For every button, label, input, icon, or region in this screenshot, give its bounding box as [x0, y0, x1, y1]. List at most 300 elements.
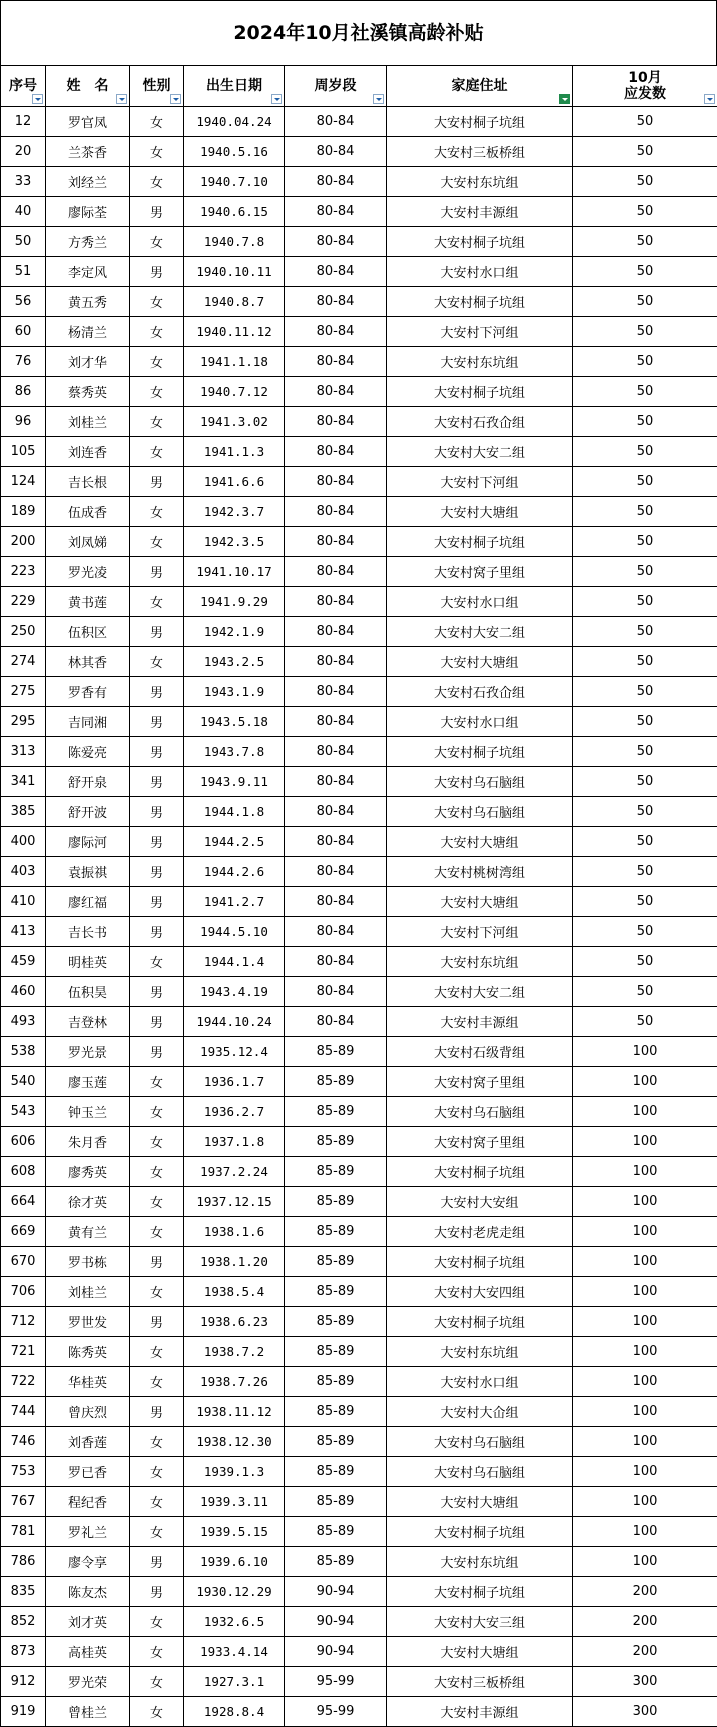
- cell-amount[interactable]: 100: [573, 1277, 717, 1307]
- cell-gender[interactable]: 男: [130, 1397, 184, 1427]
- cell-gender[interactable]: 女: [130, 137, 184, 167]
- cell-age-band[interactable]: 80-84: [285, 407, 387, 437]
- cell-birth[interactable]: 1938.1.20: [184, 1247, 285, 1277]
- cell-age-band[interactable]: 80-84: [285, 287, 387, 317]
- cell-amount[interactable]: 100: [573, 1397, 717, 1427]
- cell-amount[interactable]: 300: [573, 1697, 717, 1727]
- cell-amount[interactable]: 50: [573, 287, 717, 317]
- cell-seq[interactable]: 912: [1, 1667, 46, 1697]
- cell-name[interactable]: 黄书莲: [46, 587, 130, 617]
- cell-amount[interactable]: 100: [573, 1517, 717, 1547]
- cell-amount[interactable]: 50: [573, 137, 717, 167]
- cell-name[interactable]: 蔡秀英: [46, 377, 130, 407]
- cell-name[interactable]: 廖令享: [46, 1547, 130, 1577]
- cell-gender[interactable]: 女: [130, 1667, 184, 1697]
- cell-address[interactable]: 大安村大安二组: [387, 977, 573, 1007]
- cell-age-band[interactable]: 85-89: [285, 1337, 387, 1367]
- cell-address[interactable]: 大安村石孜仚组: [387, 677, 573, 707]
- cell-amount[interactable]: 50: [573, 197, 717, 227]
- cell-gender[interactable]: 男: [130, 1247, 184, 1277]
- cell-name[interactable]: 陈友杰: [46, 1577, 130, 1607]
- cell-age-band[interactable]: 85-89: [285, 1517, 387, 1547]
- cell-seq[interactable]: 786: [1, 1547, 46, 1577]
- cell-seq[interactable]: 670: [1, 1247, 46, 1277]
- cell-age-band[interactable]: 85-89: [285, 1487, 387, 1517]
- cell-birth[interactable]: 1939.1.3: [184, 1457, 285, 1487]
- cell-birth[interactable]: 1943.5.18: [184, 707, 285, 737]
- cell-seq[interactable]: 385: [1, 797, 46, 827]
- cell-age-band[interactable]: 80-84: [285, 377, 387, 407]
- cell-birth[interactable]: 1940.5.16: [184, 137, 285, 167]
- cell-seq[interactable]: 105: [1, 437, 46, 467]
- cell-gender[interactable]: 女: [130, 1487, 184, 1517]
- cell-name[interactable]: 廖秀英: [46, 1157, 130, 1187]
- cell-birth[interactable]: 1928.8.4: [184, 1697, 285, 1727]
- cell-amount[interactable]: 50: [573, 827, 717, 857]
- cell-age-band[interactable]: 85-89: [285, 1037, 387, 1067]
- cell-age-band[interactable]: 85-89: [285, 1277, 387, 1307]
- cell-address[interactable]: 大安村桐子坑组: [387, 1517, 573, 1547]
- cell-age-band[interactable]: 80-84: [285, 737, 387, 767]
- cell-age-band[interactable]: 80-84: [285, 977, 387, 1007]
- filter-dropdown-icon[interactable]: [271, 94, 282, 104]
- cell-seq[interactable]: 721: [1, 1337, 46, 1367]
- cell-age-band[interactable]: 80-84: [285, 497, 387, 527]
- cell-birth[interactable]: 1944.1.8: [184, 797, 285, 827]
- cell-seq[interactable]: 250: [1, 617, 46, 647]
- cell-name[interactable]: 钟玉兰: [46, 1097, 130, 1127]
- cell-address[interactable]: 大安村东坑组: [387, 947, 573, 977]
- cell-name[interactable]: 刘才英: [46, 1607, 130, 1637]
- cell-address[interactable]: 大安村乌石脑组: [387, 1097, 573, 1127]
- cell-name[interactable]: 吉同湘: [46, 707, 130, 737]
- cell-address[interactable]: 大安村水口组: [387, 1367, 573, 1397]
- cell-address[interactable]: 大安村乌石脑组: [387, 767, 573, 797]
- cell-address[interactable]: 大安村大安二组: [387, 617, 573, 647]
- cell-name[interactable]: 程纪香: [46, 1487, 130, 1517]
- cell-address[interactable]: 大安村大塘组: [387, 1487, 573, 1517]
- cell-seq[interactable]: 460: [1, 977, 46, 1007]
- cell-name[interactable]: 袁振祺: [46, 857, 130, 887]
- cell-birth[interactable]: 1938.7.2: [184, 1337, 285, 1367]
- cell-address[interactable]: 大安村大安三组: [387, 1607, 573, 1637]
- cell-seq[interactable]: 706: [1, 1277, 46, 1307]
- cell-birth[interactable]: 1940.7.8: [184, 227, 285, 257]
- cell-name[interactable]: 高桂英: [46, 1637, 130, 1667]
- cell-name[interactable]: 曾庆烈: [46, 1397, 130, 1427]
- cell-name[interactable]: 伍积昊: [46, 977, 130, 1007]
- cell-seq[interactable]: 493: [1, 1007, 46, 1037]
- cell-birth[interactable]: 1943.7.8: [184, 737, 285, 767]
- cell-age-band[interactable]: 80-84: [285, 347, 387, 377]
- cell-seq[interactable]: 313: [1, 737, 46, 767]
- cell-amount[interactable]: 50: [573, 677, 717, 707]
- cell-name[interactable]: 陈秀英: [46, 1337, 130, 1367]
- cell-seq[interactable]: 200: [1, 527, 46, 557]
- cell-address[interactable]: 大安村水口组: [387, 257, 573, 287]
- cell-seq[interactable]: 403: [1, 857, 46, 887]
- cell-age-band[interactable]: 85-89: [285, 1247, 387, 1277]
- cell-birth[interactable]: 1938.7.26: [184, 1367, 285, 1397]
- cell-name[interactable]: 刘凤娣: [46, 527, 130, 557]
- cell-address[interactable]: 大安村窝子里组: [387, 1067, 573, 1097]
- cell-gender[interactable]: 女: [130, 1277, 184, 1307]
- cell-amount[interactable]: 50: [573, 977, 717, 1007]
- cell-address[interactable]: 大安村乌石脑组: [387, 1427, 573, 1457]
- cell-seq[interactable]: 873: [1, 1637, 46, 1667]
- cell-birth[interactable]: 1933.4.14: [184, 1637, 285, 1667]
- cell-seq[interactable]: 744: [1, 1397, 46, 1427]
- cell-amount[interactable]: 100: [573, 1457, 717, 1487]
- cell-gender[interactable]: 男: [130, 977, 184, 1007]
- cell-address[interactable]: 大安村下河组: [387, 917, 573, 947]
- cell-birth[interactable]: 1941.10.17: [184, 557, 285, 587]
- cell-age-band[interactable]: 80-84: [285, 257, 387, 287]
- cell-gender[interactable]: 女: [130, 287, 184, 317]
- cell-birth[interactable]: 1940.11.12: [184, 317, 285, 347]
- cell-name[interactable]: 明桂英: [46, 947, 130, 977]
- cell-age-band[interactable]: 80-84: [285, 947, 387, 977]
- cell-address[interactable]: 大安村桐子坑组: [387, 1307, 573, 1337]
- cell-address[interactable]: 大安村桐子坑组: [387, 527, 573, 557]
- cell-address[interactable]: 大安村桃树湾组: [387, 857, 573, 887]
- cell-age-band[interactable]: 80-84: [285, 197, 387, 227]
- cell-seq[interactable]: 86: [1, 377, 46, 407]
- cell-name[interactable]: 廖玉莲: [46, 1067, 130, 1097]
- cell-amount[interactable]: 50: [573, 707, 717, 737]
- cell-name[interactable]: 罗已香: [46, 1457, 130, 1487]
- cell-gender[interactable]: 女: [130, 227, 184, 257]
- cell-birth[interactable]: 1941.2.7: [184, 887, 285, 917]
- cell-birth[interactable]: 1927.3.1: [184, 1667, 285, 1697]
- cell-birth[interactable]: 1942.1.9: [184, 617, 285, 647]
- cell-seq[interactable]: 223: [1, 557, 46, 587]
- cell-address[interactable]: 大安村窝子里组: [387, 1127, 573, 1157]
- cell-name[interactable]: 刘香莲: [46, 1427, 130, 1457]
- cell-age-band[interactable]: 90-94: [285, 1607, 387, 1637]
- cell-birth[interactable]: 1938.11.12: [184, 1397, 285, 1427]
- cell-name[interactable]: 刘连香: [46, 437, 130, 467]
- cell-birth[interactable]: 1940.04.24: [184, 107, 285, 137]
- cell-seq[interactable]: 753: [1, 1457, 46, 1487]
- cell-amount[interactable]: 50: [573, 107, 717, 137]
- cell-amount[interactable]: 50: [573, 887, 717, 917]
- cell-seq[interactable]: 51: [1, 257, 46, 287]
- filter-active-icon[interactable]: [559, 94, 570, 104]
- cell-seq[interactable]: 400: [1, 827, 46, 857]
- cell-address[interactable]: 大安村桐子坑组: [387, 107, 573, 137]
- cell-gender[interactable]: 男: [130, 467, 184, 497]
- filter-dropdown-icon[interactable]: [170, 94, 181, 104]
- cell-seq[interactable]: 12: [1, 107, 46, 137]
- cell-seq[interactable]: 767: [1, 1487, 46, 1517]
- cell-birth[interactable]: 1944.2.5: [184, 827, 285, 857]
- cell-amount[interactable]: 50: [573, 917, 717, 947]
- cell-age-band[interactable]: 95-99: [285, 1697, 387, 1727]
- cell-amount[interactable]: 50: [573, 467, 717, 497]
- cell-seq[interactable]: 229: [1, 587, 46, 617]
- cell-gender[interactable]: 男: [130, 767, 184, 797]
- cell-amount[interactable]: 100: [573, 1307, 717, 1337]
- cell-name[interactable]: 吉长书: [46, 917, 130, 947]
- cell-birth[interactable]: 1930.12.29: [184, 1577, 285, 1607]
- cell-age-band[interactable]: 80-84: [285, 857, 387, 887]
- cell-age-band[interactable]: 95-99: [285, 1667, 387, 1697]
- cell-gender[interactable]: 女: [130, 167, 184, 197]
- cell-gender[interactable]: 男: [130, 677, 184, 707]
- cell-name[interactable]: 曾桂兰: [46, 1697, 130, 1727]
- cell-address[interactable]: 大安村下河组: [387, 467, 573, 497]
- cell-name[interactable]: 伍积区: [46, 617, 130, 647]
- cell-address[interactable]: 大安村大塘组: [387, 497, 573, 527]
- cell-birth[interactable]: 1940.10.11: [184, 257, 285, 287]
- cell-name[interactable]: 黄五秀: [46, 287, 130, 317]
- cell-gender[interactable]: 男: [130, 257, 184, 287]
- cell-gender[interactable]: 男: [130, 857, 184, 887]
- cell-gender[interactable]: 男: [130, 887, 184, 917]
- cell-name[interactable]: 朱月香: [46, 1127, 130, 1157]
- cell-address[interactable]: 大安村大塘组: [387, 827, 573, 857]
- cell-gender[interactable]: 男: [130, 557, 184, 587]
- cell-amount[interactable]: 50: [573, 257, 717, 287]
- cell-address[interactable]: 大安村大塘组: [387, 1637, 573, 1667]
- cell-age-band[interactable]: 80-84: [285, 827, 387, 857]
- cell-age-band[interactable]: 80-84: [285, 707, 387, 737]
- cell-birth[interactable]: 1944.10.24: [184, 1007, 285, 1037]
- cell-age-band[interactable]: 85-89: [285, 1427, 387, 1457]
- cell-age-band[interactable]: 80-84: [285, 137, 387, 167]
- cell-amount[interactable]: 50: [573, 1007, 717, 1037]
- cell-name[interactable]: 舒开泉: [46, 767, 130, 797]
- cell-name[interactable]: 李定风: [46, 257, 130, 287]
- cell-birth[interactable]: 1940.7.10: [184, 167, 285, 197]
- cell-amount[interactable]: 100: [573, 1037, 717, 1067]
- cell-name[interactable]: 兰茶香: [46, 137, 130, 167]
- cell-age-band[interactable]: 85-89: [285, 1547, 387, 1577]
- cell-address[interactable]: 大安村水口组: [387, 587, 573, 617]
- cell-birth[interactable]: 1941.3.02: [184, 407, 285, 437]
- filter-dropdown-icon[interactable]: [373, 94, 384, 104]
- cell-name[interactable]: 刘经兰: [46, 167, 130, 197]
- cell-seq[interactable]: 540: [1, 1067, 46, 1097]
- cell-seq[interactable]: 20: [1, 137, 46, 167]
- cell-seq[interactable]: 60: [1, 317, 46, 347]
- cell-age-band[interactable]: 80-84: [285, 677, 387, 707]
- cell-age-band[interactable]: 80-84: [285, 647, 387, 677]
- cell-gender[interactable]: 女: [130, 1457, 184, 1487]
- cell-amount[interactable]: 50: [573, 587, 717, 617]
- cell-amount[interactable]: 100: [573, 1367, 717, 1397]
- cell-address[interactable]: 大安村乌石脑组: [387, 1457, 573, 1487]
- cell-gender[interactable]: 女: [130, 407, 184, 437]
- cell-gender[interactable]: 女: [130, 1517, 184, 1547]
- cell-amount[interactable]: 50: [573, 377, 717, 407]
- cell-name[interactable]: 黄有兰: [46, 1217, 130, 1247]
- cell-gender[interactable]: 男: [130, 797, 184, 827]
- cell-address[interactable]: 大安村大仚组: [387, 1397, 573, 1427]
- cell-gender[interactable]: 女: [130, 1607, 184, 1637]
- cell-gender[interactable]: 女: [130, 947, 184, 977]
- cell-seq[interactable]: 746: [1, 1427, 46, 1457]
- cell-address[interactable]: 大安村丰源组: [387, 1007, 573, 1037]
- cell-seq[interactable]: 275: [1, 677, 46, 707]
- cell-amount[interactable]: 50: [573, 767, 717, 797]
- cell-address[interactable]: 大安村石孜仚组: [387, 407, 573, 437]
- cell-gender[interactable]: 女: [130, 527, 184, 557]
- cell-birth[interactable]: 1940.6.15: [184, 197, 285, 227]
- cell-birth[interactable]: 1941.1.3: [184, 437, 285, 467]
- cell-gender[interactable]: 女: [130, 377, 184, 407]
- cell-name[interactable]: 罗光荣: [46, 1667, 130, 1697]
- cell-birth[interactable]: 1937.12.15: [184, 1187, 285, 1217]
- cell-amount[interactable]: 50: [573, 347, 717, 377]
- cell-address[interactable]: 大安村水口组: [387, 707, 573, 737]
- cell-birth[interactable]: 1944.5.10: [184, 917, 285, 947]
- cell-amount[interactable]: 100: [573, 1187, 717, 1217]
- cell-age-band[interactable]: 80-84: [285, 317, 387, 347]
- cell-seq[interactable]: 124: [1, 467, 46, 497]
- cell-address[interactable]: 大安村东坑组: [387, 347, 573, 377]
- cell-gender[interactable]: 女: [130, 1697, 184, 1727]
- cell-amount[interactable]: 200: [573, 1637, 717, 1667]
- cell-seq[interactable]: 33: [1, 167, 46, 197]
- cell-address[interactable]: 大安村丰源组: [387, 197, 573, 227]
- cell-amount[interactable]: 50: [573, 527, 717, 557]
- cell-name[interactable]: 刘桂兰: [46, 407, 130, 437]
- cell-seq[interactable]: 664: [1, 1187, 46, 1217]
- cell-amount[interactable]: 100: [573, 1067, 717, 1097]
- cell-amount[interactable]: 50: [573, 227, 717, 257]
- cell-address[interactable]: 大安村桐子坑组: [387, 1247, 573, 1277]
- cell-name[interactable]: 廖际荃: [46, 197, 130, 227]
- cell-address[interactable]: 大安村丰源组: [387, 1697, 573, 1727]
- cell-name[interactable]: 林其香: [46, 647, 130, 677]
- cell-birth[interactable]: 1938.12.30: [184, 1427, 285, 1457]
- cell-age-band[interactable]: 80-84: [285, 107, 387, 137]
- cell-amount[interactable]: 100: [573, 1157, 717, 1187]
- cell-name[interactable]: 廖际河: [46, 827, 130, 857]
- cell-amount[interactable]: 200: [573, 1577, 717, 1607]
- cell-seq[interactable]: 712: [1, 1307, 46, 1337]
- cell-gender[interactable]: 女: [130, 1217, 184, 1247]
- cell-amount[interactable]: 100: [573, 1547, 717, 1577]
- cell-seq[interactable]: 413: [1, 917, 46, 947]
- cell-name[interactable]: 罗光景: [46, 1037, 130, 1067]
- cell-birth[interactable]: 1942.3.5: [184, 527, 285, 557]
- cell-amount[interactable]: 100: [573, 1337, 717, 1367]
- cell-birth[interactable]: 1943.1.9: [184, 677, 285, 707]
- cell-birth[interactable]: 1940.8.7: [184, 287, 285, 317]
- cell-birth[interactable]: 1938.5.4: [184, 1277, 285, 1307]
- cell-seq[interactable]: 608: [1, 1157, 46, 1187]
- cell-gender[interactable]: 女: [130, 1157, 184, 1187]
- cell-age-band[interactable]: 85-89: [285, 1307, 387, 1337]
- cell-age-band[interactable]: 85-89: [285, 1127, 387, 1157]
- cell-seq[interactable]: 538: [1, 1037, 46, 1067]
- cell-birth[interactable]: 1941.9.29: [184, 587, 285, 617]
- cell-name[interactable]: 华桂英: [46, 1367, 130, 1397]
- cell-name[interactable]: 舒开波: [46, 797, 130, 827]
- cell-gender[interactable]: 女: [130, 437, 184, 467]
- cell-birth[interactable]: 1936.1.7: [184, 1067, 285, 1097]
- cell-address[interactable]: 大安村大塘组: [387, 887, 573, 917]
- cell-name[interactable]: 吉长根: [46, 467, 130, 497]
- cell-birth[interactable]: 1937.2.24: [184, 1157, 285, 1187]
- cell-birth[interactable]: 1943.2.5: [184, 647, 285, 677]
- cell-age-band[interactable]: 85-89: [285, 1097, 387, 1127]
- cell-age-band[interactable]: 80-84: [285, 767, 387, 797]
- cell-address[interactable]: 大安村桐子坑组: [387, 227, 573, 257]
- cell-address[interactable]: 大安村东坑组: [387, 167, 573, 197]
- cell-age-band[interactable]: 85-89: [285, 1187, 387, 1217]
- cell-address[interactable]: 大安村石级背组: [387, 1037, 573, 1067]
- cell-gender[interactable]: 男: [130, 197, 184, 227]
- cell-seq[interactable]: 76: [1, 347, 46, 377]
- cell-address[interactable]: 大安村大塘组: [387, 647, 573, 677]
- cell-gender[interactable]: 女: [130, 497, 184, 527]
- cell-age-band[interactable]: 90-94: [285, 1637, 387, 1667]
- cell-gender[interactable]: 女: [130, 1067, 184, 1097]
- cell-address[interactable]: 大安村大安组: [387, 1187, 573, 1217]
- cell-address[interactable]: 大安村老虎走组: [387, 1217, 573, 1247]
- cell-birth[interactable]: 1944.1.4: [184, 947, 285, 977]
- cell-amount[interactable]: 100: [573, 1097, 717, 1127]
- cell-gender[interactable]: 女: [130, 1337, 184, 1367]
- cell-age-band[interactable]: 80-84: [285, 797, 387, 827]
- cell-gender[interactable]: 男: [130, 1307, 184, 1337]
- cell-age-band[interactable]: 80-84: [285, 557, 387, 587]
- cell-address[interactable]: 大安村桐子坑组: [387, 737, 573, 767]
- cell-seq[interactable]: 835: [1, 1577, 46, 1607]
- cell-seq[interactable]: 295: [1, 707, 46, 737]
- cell-name[interactable]: 刘桂兰: [46, 1277, 130, 1307]
- cell-address[interactable]: 大安村下河组: [387, 317, 573, 347]
- cell-name[interactable]: 罗礼兰: [46, 1517, 130, 1547]
- cell-birth[interactable]: 1943.9.11: [184, 767, 285, 797]
- cell-birth[interactable]: 1935.12.4: [184, 1037, 285, 1067]
- cell-amount[interactable]: 100: [573, 1217, 717, 1247]
- cell-name[interactable]: 廖红福: [46, 887, 130, 917]
- cell-amount[interactable]: 300: [573, 1667, 717, 1697]
- cell-birth[interactable]: 1938.1.6: [184, 1217, 285, 1247]
- cell-gender[interactable]: 女: [130, 317, 184, 347]
- cell-age-band[interactable]: 80-84: [285, 527, 387, 557]
- cell-amount[interactable]: 50: [573, 317, 717, 347]
- cell-name[interactable]: 陈爱亮: [46, 737, 130, 767]
- cell-address[interactable]: 大安村窝子里组: [387, 557, 573, 587]
- cell-address[interactable]: 大安村桐子坑组: [387, 287, 573, 317]
- cell-age-band[interactable]: 85-89: [285, 1157, 387, 1187]
- cell-amount[interactable]: 200: [573, 1607, 717, 1637]
- cell-name[interactable]: 罗香有: [46, 677, 130, 707]
- cell-birth[interactable]: 1942.3.7: [184, 497, 285, 527]
- cell-address[interactable]: 大安村桐子坑组: [387, 377, 573, 407]
- cell-age-band[interactable]: 85-89: [285, 1457, 387, 1487]
- cell-name[interactable]: 刘才华: [46, 347, 130, 377]
- cell-birth[interactable]: 1940.7.12: [184, 377, 285, 407]
- cell-gender[interactable]: 女: [130, 347, 184, 377]
- cell-name[interactable]: 罗世发: [46, 1307, 130, 1337]
- cell-gender[interactable]: 女: [130, 107, 184, 137]
- cell-seq[interactable]: 56: [1, 287, 46, 317]
- cell-address[interactable]: 大安村三板桥组: [387, 1667, 573, 1697]
- cell-amount[interactable]: 50: [573, 557, 717, 587]
- cell-birth[interactable]: 1939.3.11: [184, 1487, 285, 1517]
- cell-address[interactable]: 大安村东坑组: [387, 1547, 573, 1577]
- cell-age-band[interactable]: 80-84: [285, 617, 387, 647]
- cell-amount[interactable]: 50: [573, 797, 717, 827]
- cell-age-band[interactable]: 80-84: [285, 437, 387, 467]
